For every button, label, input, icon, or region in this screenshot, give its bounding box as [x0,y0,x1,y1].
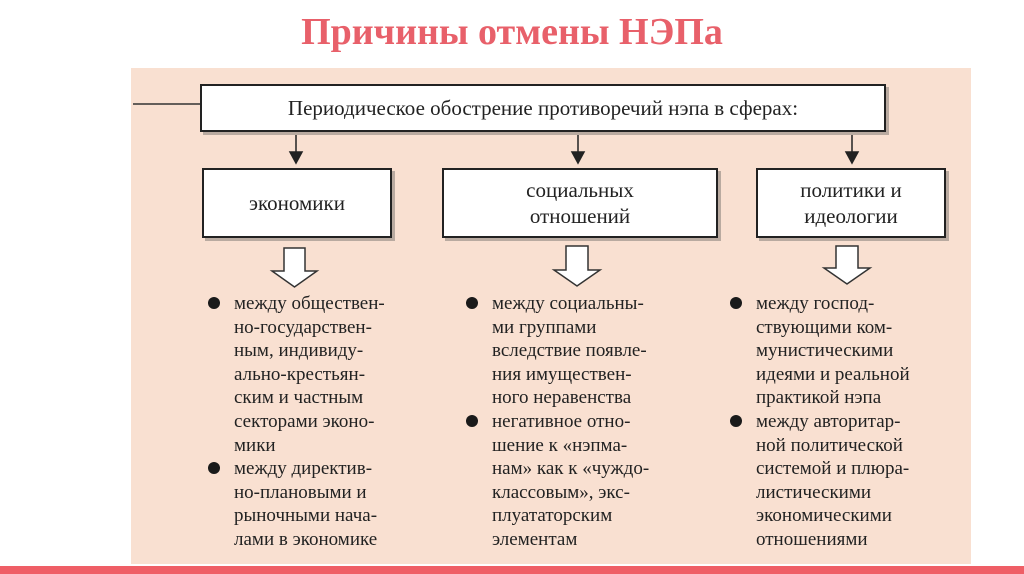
list-item [726,410,966,552]
category-economy [202,168,392,238]
list-item-text: между социальны- ми группами вследствие появле- ния имуществен- ного неравенства [492,293,647,409]
list-item-text: между директив- но-плановыми и рыночными нача- лами в экономике [234,458,378,550]
column-economy [204,292,434,552]
bullet-icon [208,297,220,309]
category-social-label: социальных отношений [526,177,634,228]
category-social [442,168,718,238]
category-economy-label: экономики [249,190,345,215]
category-politics [756,168,946,238]
slide-title: Причины отмены НЭПа [301,11,723,53]
list-item [204,457,434,551]
bullet-icon [730,415,742,427]
column-politics [726,292,966,552]
bullet-icon [466,415,478,427]
accent-bar [0,566,1024,574]
list-item-text: между господ- ствующими ком- мунистическими идеями и реальной практикой нэпа [756,293,910,409]
list-item [462,410,702,552]
list-item [726,292,966,410]
column-social [462,292,702,552]
bullet-icon [730,297,742,309]
bullet-icon [208,462,220,474]
list-item-text: между авторитар- ной политической системой и плюра- листическими экономическими отношениями [756,410,910,550]
list-item [204,292,434,457]
category-politics-label: политики и идеологии [800,177,902,228]
list-item-text: негативное отно- шение к «нэпма- нам» как к «чуждо- классовым», экс- плуататорским элементам [492,410,650,550]
top-box-text: Периодическое обострение противоречий нэпа в сферах: [287,95,799,120]
top-box [200,84,886,132]
list-item [462,292,702,410]
list-item-text: между обществен- но-государствен- ным, индивиду- ально-крестьян- ским и частным секторами эконо- мики [234,293,385,456]
bullet-icon [466,297,478,309]
